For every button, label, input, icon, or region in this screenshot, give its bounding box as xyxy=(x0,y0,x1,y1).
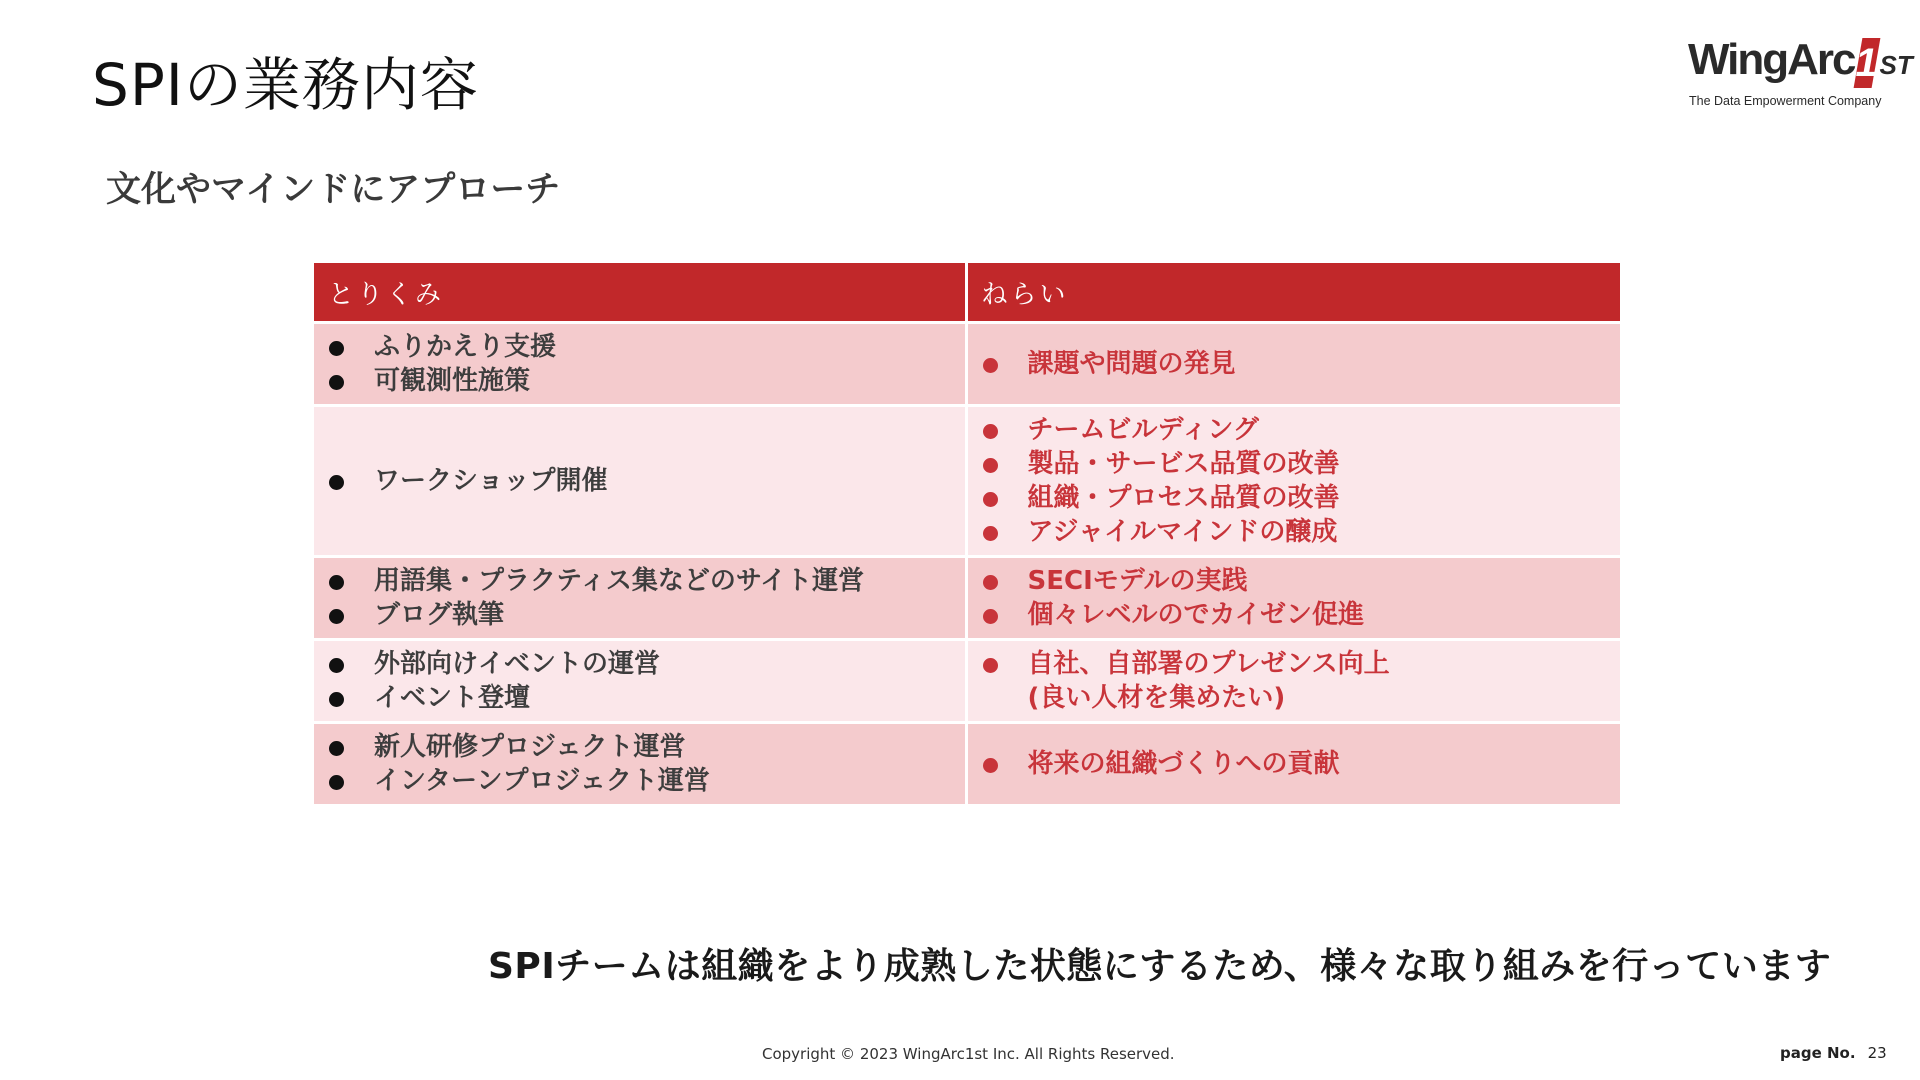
page-number xyxy=(1780,1044,1887,1062)
logo-one-mark: 1 xyxy=(1853,38,1880,88)
goals-cell xyxy=(966,640,1620,723)
table-row xyxy=(314,723,1620,806)
header-goals: ねらい xyxy=(966,263,1620,323)
table-row xyxy=(314,557,1620,640)
initiative-item: インターンプロジェクト運営 xyxy=(314,764,965,798)
initiatives-cell xyxy=(314,557,966,640)
initiative-item: 外部向けイベントの運営 xyxy=(314,647,965,681)
goal-item: 自社、自部署のプレゼンス向上 xyxy=(968,647,1621,681)
initiative-item: 用語集・プラクティス集などのサイト運営 xyxy=(314,564,965,598)
summary-message: SPIチームは組織をより成熟した状態にするため、様々な取り組みを行っています xyxy=(488,946,1832,987)
initiative-item: ブログ執筆 xyxy=(314,598,965,632)
initiatives-cell xyxy=(314,406,966,557)
page-number-value: 23 xyxy=(1867,1044,1887,1062)
initiatives-cell xyxy=(314,323,966,406)
goal-item: 個々レベルのでカイゼン促進 xyxy=(968,598,1621,632)
table-row xyxy=(314,323,1620,406)
goal-item: チームビルディング xyxy=(968,413,1621,447)
goal-item: アジャイルマインドの醸成 xyxy=(968,515,1621,549)
goals-cell xyxy=(966,723,1620,806)
goal-item-continuation: (良い人材を集めたい) xyxy=(1027,683,1286,713)
initiatives-table xyxy=(314,263,1620,807)
initiative-item: 新人研修プロジェクト運営 xyxy=(314,730,965,764)
initiative-item: イベント登壇 xyxy=(314,681,965,715)
logo-wordmark xyxy=(1688,32,1913,88)
initiative-item: 可観測性施策 xyxy=(314,364,965,398)
company-logo xyxy=(1688,32,1913,116)
goal-item: 将来の組織づくりへの貢献 xyxy=(968,747,1621,781)
goals-cell xyxy=(966,406,1620,557)
logo-suffix: ST xyxy=(1879,50,1913,80)
initiatives-cell xyxy=(314,640,966,723)
page-number-label: page No. xyxy=(1780,1044,1856,1062)
goals-cell xyxy=(966,557,1620,640)
table-header-row xyxy=(314,263,1620,323)
logo-tagline: The Data Empowerment Company xyxy=(1689,94,1882,108)
logo-brand-text: WingArc xyxy=(1688,35,1855,84)
header-initiatives: とりくみ xyxy=(314,263,966,323)
initiatives-cell xyxy=(314,723,966,806)
goals-cell xyxy=(966,323,1620,406)
copyright-text: Copyright © 2023 WingArc1st Inc. All Rights Reserved. xyxy=(762,1045,1175,1063)
section-subtitle: 文化やマインドにアプローチ xyxy=(106,170,561,210)
table-row xyxy=(314,406,1620,557)
initiative-item: ワークショップ開催 xyxy=(314,464,965,498)
goal-item: 組織・プロセス品質の改善 xyxy=(968,481,1621,515)
initiative-item: ふりかえり支援 xyxy=(314,330,965,364)
goal-item: SECIモデルの実践 xyxy=(968,564,1621,598)
goal-item: 製品・サービス品質の改善 xyxy=(968,447,1621,481)
slide-title: SPIの業務内容 xyxy=(92,51,479,119)
goal-item: 課題や問題の発見 xyxy=(968,347,1621,381)
table-row xyxy=(314,640,1620,723)
